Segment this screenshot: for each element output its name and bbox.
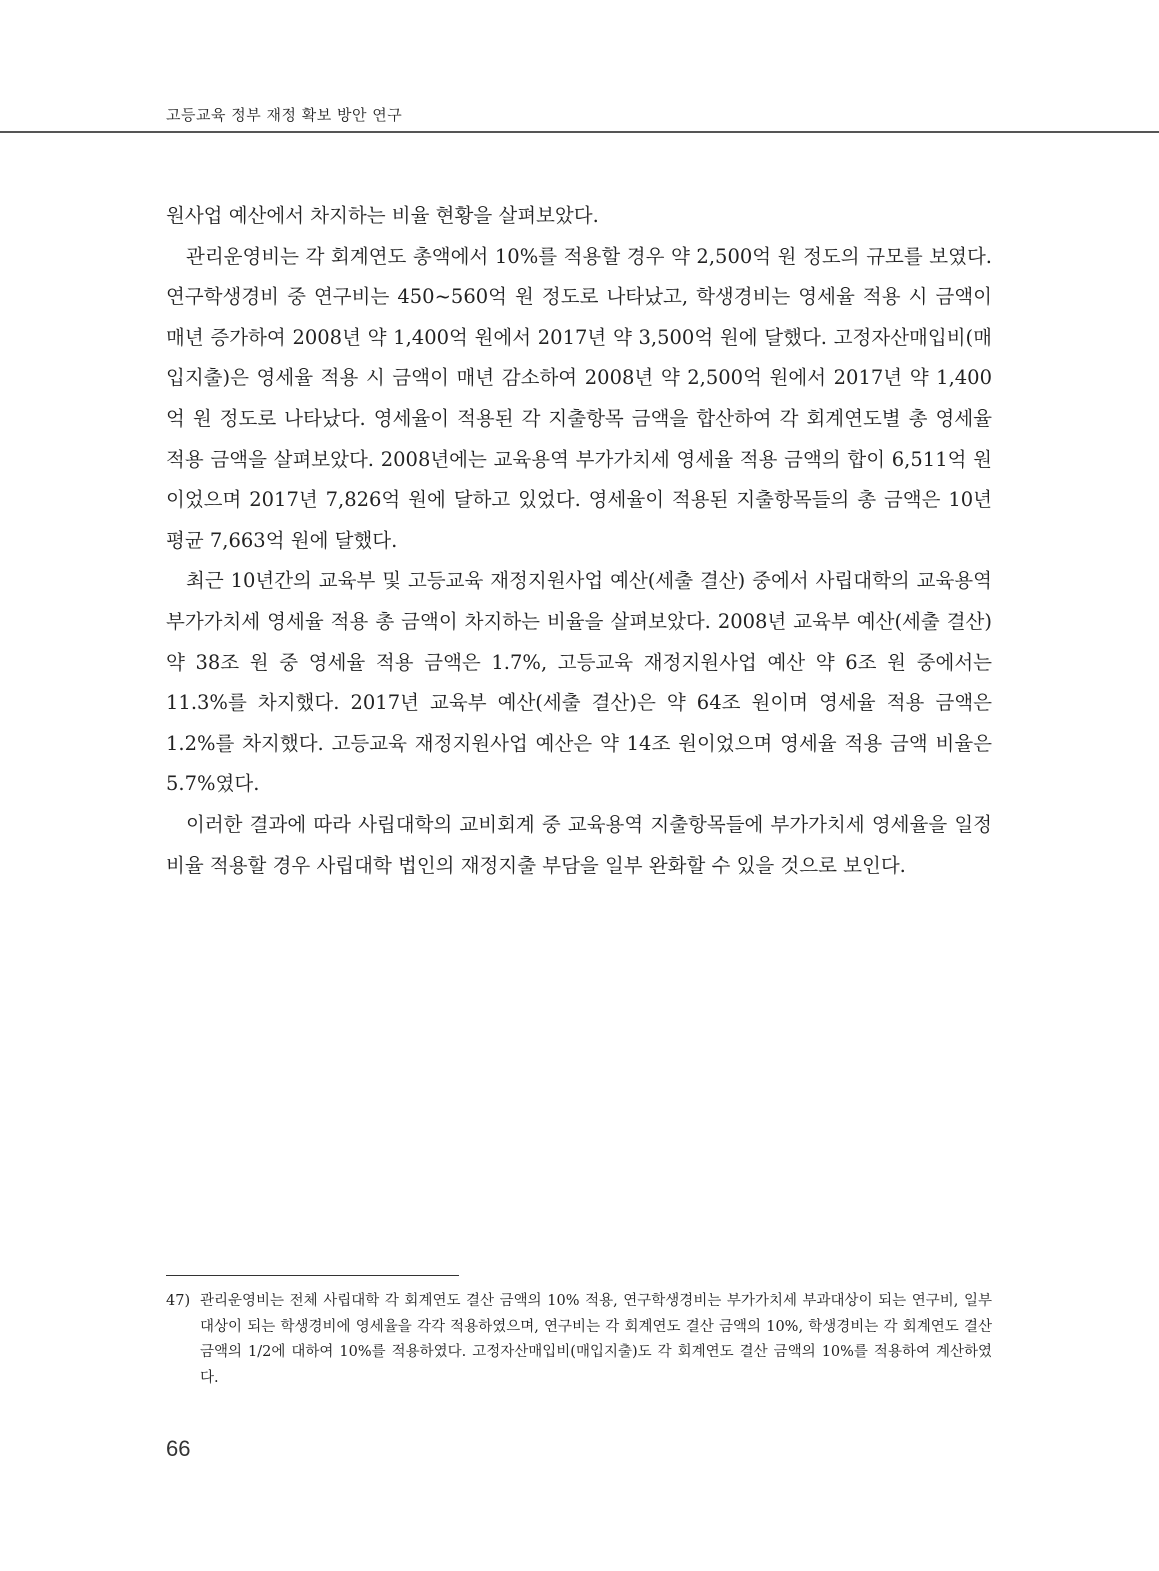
page-number: 66 [166,1436,191,1461]
running-header: 고등교육 정부 재정 확보 방안 연구 [166,106,403,124]
paragraph-continuation: 원사업 예산에서 차지하는 비율 현황을 살펴보았다. [166,204,599,227]
body-text [166,196,992,886]
header-divider [0,131,1159,133]
footnote-text: 관리운영비는 전체 사립대학 각 회계연도 결산 금액의 10% 적용, 연구학생경비는 부가가치세 부과대상이 되는 연구비, 일부 대상이 되는 학생경비에 영세율을 각각 적용하였으며, 연구비는 각 회계연도 결산 금액의 10%, 학생경비는 각 회계연도 결산 금액의 1/2에 대하여 10%를 적용하였다. 고정자산매입비(매입지출)도 각 회계연도 결산 금액의 10%를 적용하여 계산하였다. [200,1293,992,1386]
footnote-divider [166,1275,459,1276]
footnote-marker: 47) [166,1293,191,1309]
paragraph-budget-ratio: 최근 10년간의 교육부 및 고등교육 재정지원사업 예산(세출 결산) 중에서 사립대학의 교육용역 부가가치세 영세율 적용 총 금액이 차지하는 비율을 살펴보았다. 2008년 교육부 예산(세출 결산) 약 38조 원 중 영세율 적용 금액은 1.7%, 고등교육 재정지원사업 예산 약 6조 원 중에서는 11.3%를 차지했다. 2017년 교육부 예산(세출 결산)은 약 64조 원이며 영세율 적용 금액은 1.2%를 차지했다. 고등교육 재정지원사업 예산은 약 14조 원이었으며 영세율 적용 금액 비율은 5.7%였다. [166,569,992,796]
paragraph-conclusion: 이러한 결과에 따라 사립대학의 교비회계 중 교육용역 지출항목들에 부가가치세 영세율을 일정 비율 적용할 경우 사립대학 법인의 재정지출 부담을 일부 완화할 수 있을 것으로 보인다. [166,812,992,877]
footnote [166,1289,992,1391]
paragraph-operating-costs: 관리운영비는 각 회계연도 총액에서 10%를 적용할 경우 약 2,500억 원 정도의 규모를 보였다. 연구학생경비 중 연구비는 450~560억 원 정도로 나타났고, 학생경비는 영세율 적용 시 금액이 매년 증가하여 2008년 약 1,400억 원에서 2017년 약 3,500억 원에 달했다. 고정자산매입비(매입지출)은 영세율 적용 시 금액이 매년 감소하여 2008년 약 2,500억 원에서 2017년 약 1,400억 원 정도로 나타났다. 영세율이 적용된 각 지출항목 금액을 합산하여 각 회계연도별 총 영세율 적용 금액을 살펴보았다. 2008년에는 교육용역 부가가치세 영세율 적용 금액의 합이 6,511억 원이었으며 2017년 7,826억 원에 달하고 있었다. 영세율이 적용된 지출항목들의 총 금액은 10년 평균 7,663억 원에 달했다. [166,244,992,552]
